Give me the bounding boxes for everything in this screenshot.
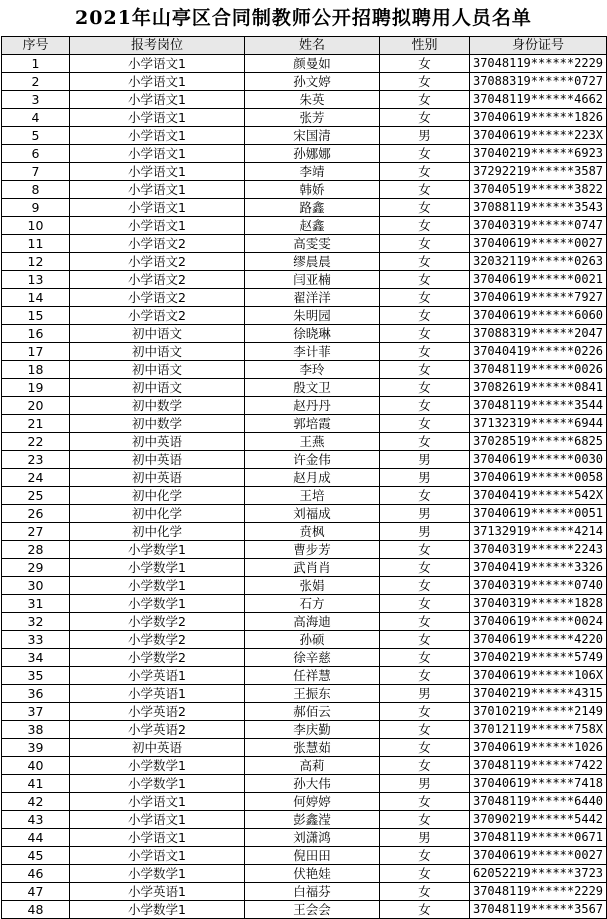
- cell-position: 小学语文1: [70, 163, 245, 181]
- table-row: [2, 613, 607, 631]
- cell-id-number: 37040319******2243: [470, 541, 607, 559]
- cell-name: 李玲: [245, 361, 380, 379]
- cell-name: 贲枫: [245, 523, 380, 541]
- cell-id-number: 37040619******0051: [470, 505, 607, 523]
- cell-name: 张芳: [245, 109, 380, 127]
- cell-index: 30: [2, 577, 70, 595]
- cell-index: 35: [2, 667, 70, 685]
- table-row: [2, 559, 607, 577]
- cell-index: 44: [2, 829, 70, 847]
- cell-position: 初中语文: [70, 361, 245, 379]
- cell-index: 46: [2, 865, 70, 883]
- cell-name: 宋国清: [245, 127, 380, 145]
- cell-name: 翟洋洋: [245, 289, 380, 307]
- table-row: [2, 775, 607, 793]
- cell-index: 13: [2, 271, 70, 289]
- cell-index: 31: [2, 595, 70, 613]
- cell-id-number: 37040619******0058: [470, 469, 607, 487]
- cell-gender: 女: [380, 343, 470, 361]
- cell-id-number: 37040619******0024: [470, 613, 607, 631]
- cell-index: 28: [2, 541, 70, 559]
- cell-name: 赵月成: [245, 469, 380, 487]
- header-index: 序号: [2, 37, 70, 55]
- cell-position: 小学数学1: [70, 541, 245, 559]
- cell-position: 初中语文: [70, 325, 245, 343]
- cell-gender: 女: [380, 739, 470, 757]
- cell-id-number: 37040619******4220: [470, 631, 607, 649]
- cell-id-number: 37048119******4662: [470, 91, 607, 109]
- header-position: 报考岗位: [70, 37, 245, 55]
- table-row: [2, 73, 607, 91]
- cell-position: 小学数学1: [70, 595, 245, 613]
- table-row: [2, 541, 607, 559]
- table-row: [2, 829, 607, 847]
- cell-position: 小学语文2: [70, 271, 245, 289]
- table-row: [2, 865, 607, 883]
- cell-index: 9: [2, 199, 70, 217]
- cell-id-number: 37040619******0021: [470, 271, 607, 289]
- page-title: 2021年山亭区合同制教师公开招聘拟聘用人员名单: [75, 7, 532, 29]
- cell-gender: 女: [380, 883, 470, 901]
- cell-index: 12: [2, 253, 70, 271]
- cell-index: 37: [2, 703, 70, 721]
- cell-id-number: 37088119******3543: [470, 199, 607, 217]
- table-row: [2, 307, 607, 325]
- table-row: [2, 217, 607, 235]
- cell-gender: 女: [380, 307, 470, 325]
- header-id-number: 身份证号: [470, 37, 607, 55]
- cell-position: 小学数学2: [70, 631, 245, 649]
- cell-gender: 女: [380, 793, 470, 811]
- cell-gender: 女: [380, 613, 470, 631]
- cell-name: 缪晨晨: [245, 253, 380, 271]
- cell-index: 22: [2, 433, 70, 451]
- table-row: [2, 199, 607, 217]
- cell-name: 郝佰云: [245, 703, 380, 721]
- cell-id-number: 37088319******2047: [470, 325, 607, 343]
- cell-id-number: 37048119******3567: [470, 901, 607, 919]
- cell-name: 孙大伟: [245, 775, 380, 793]
- cell-index: 23: [2, 451, 70, 469]
- cell-position: 小学语文1: [70, 199, 245, 217]
- cell-name: 朱明园: [245, 307, 380, 325]
- table-row: [2, 811, 607, 829]
- cell-gender: 女: [380, 649, 470, 667]
- cell-index: 20: [2, 397, 70, 415]
- cell-position: 小学语文1: [70, 217, 245, 235]
- cell-gender: 男: [380, 451, 470, 469]
- cell-name: 任祥慧: [245, 667, 380, 685]
- cell-position: 小学语文1: [70, 73, 245, 91]
- table-row: [2, 397, 607, 415]
- table-row: [2, 757, 607, 775]
- cell-id-number: 37040219******5749: [470, 649, 607, 667]
- cell-gender: 男: [380, 775, 470, 793]
- cell-name: 孙文婷: [245, 73, 380, 91]
- cell-gender: 女: [380, 667, 470, 685]
- cell-position: 小学数学1: [70, 577, 245, 595]
- cell-position: 初中语文: [70, 343, 245, 361]
- table-row: [2, 469, 607, 487]
- cell-name: 石方: [245, 595, 380, 613]
- cell-id-number: 37132919******4214: [470, 523, 607, 541]
- cell-id-number: 37082619******0841: [470, 379, 607, 397]
- cell-name: 刘福成: [245, 505, 380, 523]
- cell-id-number: 37012119******758X: [470, 721, 607, 739]
- cell-position: 小学语文1: [70, 829, 245, 847]
- table-row: [2, 55, 607, 73]
- table-row: [2, 343, 607, 361]
- cell-position: 小学英语1: [70, 685, 245, 703]
- cell-index: 48: [2, 901, 70, 919]
- cell-position: 小学语文1: [70, 847, 245, 865]
- table-row: [2, 505, 607, 523]
- cell-id-number: 37048119******7422: [470, 757, 607, 775]
- table-row: [2, 667, 607, 685]
- cell-index: 11: [2, 235, 70, 253]
- table-row: [2, 433, 607, 451]
- cell-index: 21: [2, 415, 70, 433]
- cell-name: 徐晓琳: [245, 325, 380, 343]
- table-row: [2, 253, 607, 271]
- cell-gender: 女: [380, 901, 470, 919]
- cell-name: 许金伟: [245, 451, 380, 469]
- table-row: [2, 325, 607, 343]
- cell-id-number: 37040619******106X: [470, 667, 607, 685]
- table-row: [2, 181, 607, 199]
- cell-gender: 女: [380, 559, 470, 577]
- cell-name: 高莉: [245, 757, 380, 775]
- cell-gender: 女: [380, 163, 470, 181]
- cell-gender: 女: [380, 181, 470, 199]
- cell-position: 小学数学2: [70, 613, 245, 631]
- cell-gender: 女: [380, 253, 470, 271]
- cell-gender: 女: [380, 325, 470, 343]
- cell-id-number: 32032119******0263: [470, 253, 607, 271]
- cell-id-number: 37040419******3326: [470, 559, 607, 577]
- cell-name: 徐辛慈: [245, 649, 380, 667]
- cell-name: 张娟: [245, 577, 380, 595]
- cell-index: 3: [2, 91, 70, 109]
- cell-id-number: 37048119******3544: [470, 397, 607, 415]
- cell-index: 33: [2, 631, 70, 649]
- cell-index: 15: [2, 307, 70, 325]
- cell-name: 李庆勤: [245, 721, 380, 739]
- cell-position: 初中数学: [70, 397, 245, 415]
- cell-gender: 女: [380, 541, 470, 559]
- cell-position: 小学数学1: [70, 901, 245, 919]
- cell-name: 王培: [245, 487, 380, 505]
- cell-id-number: 37292219******3587: [470, 163, 607, 181]
- cell-position: 小学语文1: [70, 145, 245, 163]
- cell-id-number: 37028519******6825: [470, 433, 607, 451]
- cell-index: 19: [2, 379, 70, 397]
- cell-gender: 男: [380, 127, 470, 145]
- cell-gender: 女: [380, 577, 470, 595]
- cell-id-number: 37040419******542X: [470, 487, 607, 505]
- cell-gender: 女: [380, 415, 470, 433]
- cell-name: 殷文卫: [245, 379, 380, 397]
- table-row: [2, 523, 607, 541]
- cell-gender: 女: [380, 865, 470, 883]
- cell-gender: 女: [380, 145, 470, 163]
- cell-position: 小学语文1: [70, 793, 245, 811]
- cell-position: 小学语文1: [70, 127, 245, 145]
- cell-name: 颜曼如: [245, 55, 380, 73]
- cell-id-number: 37048119******0026: [470, 361, 607, 379]
- cell-gender: 女: [380, 199, 470, 217]
- cell-name: 朱英: [245, 91, 380, 109]
- cell-gender: 女: [380, 595, 470, 613]
- table-row: [2, 649, 607, 667]
- cell-name: 倪田田: [245, 847, 380, 865]
- cell-id-number: 37048119******0671: [470, 829, 607, 847]
- table-row: [2, 577, 607, 595]
- cell-position: 初中英语: [70, 739, 245, 757]
- cell-index: 7: [2, 163, 70, 181]
- hiring-list-table: [1, 36, 607, 919]
- cell-id-number: 37048119******2229: [470, 883, 607, 901]
- cell-gender: 女: [380, 811, 470, 829]
- cell-position: 初中语文: [70, 379, 245, 397]
- cell-index: 10: [2, 217, 70, 235]
- cell-gender: 女: [380, 91, 470, 109]
- cell-gender: 女: [380, 379, 470, 397]
- cell-position: 小学语文1: [70, 181, 245, 199]
- cell-index: 2: [2, 73, 70, 91]
- cell-index: 40: [2, 757, 70, 775]
- cell-gender: 女: [380, 847, 470, 865]
- table-row: [2, 883, 607, 901]
- cell-index: 27: [2, 523, 70, 541]
- table-row: [2, 685, 607, 703]
- cell-name: 彭鑫滢: [245, 811, 380, 829]
- cell-id-number: 37048119******2229: [470, 55, 607, 73]
- cell-id-number: 37040319******0740: [470, 577, 607, 595]
- cell-gender: 女: [380, 55, 470, 73]
- cell-gender: 女: [380, 397, 470, 415]
- cell-id-number: 37040319******0747: [470, 217, 607, 235]
- table-row: [2, 415, 607, 433]
- table-row: [2, 451, 607, 469]
- cell-id-number: 37048119******6440: [470, 793, 607, 811]
- cell-gender: 女: [380, 631, 470, 649]
- cell-index: 5: [2, 127, 70, 145]
- table-row: [2, 361, 607, 379]
- cell-name: 高海迪: [245, 613, 380, 631]
- table-row: [2, 127, 607, 145]
- cell-name: 韩娇: [245, 181, 380, 199]
- cell-position: 小学语文1: [70, 109, 245, 127]
- cell-index: 25: [2, 487, 70, 505]
- table-row: [2, 595, 607, 613]
- cell-gender: 男: [380, 469, 470, 487]
- cell-position: 初中数学: [70, 415, 245, 433]
- cell-name: 何婷婷: [245, 793, 380, 811]
- cell-gender: 女: [380, 271, 470, 289]
- cell-gender: 女: [380, 703, 470, 721]
- cell-id-number: 37040419******0226: [470, 343, 607, 361]
- table-row: [2, 109, 607, 127]
- cell-name: 李靖: [245, 163, 380, 181]
- cell-name: 王振东: [245, 685, 380, 703]
- table-row: [2, 91, 607, 109]
- table-row: [2, 721, 607, 739]
- cell-gender: 女: [380, 73, 470, 91]
- cell-id-number: 37040619******1026: [470, 739, 607, 757]
- cell-gender: 男: [380, 523, 470, 541]
- cell-gender: 女: [380, 433, 470, 451]
- cell-id-number: 37132319******6944: [470, 415, 607, 433]
- table-row: [2, 145, 607, 163]
- cell-index: 29: [2, 559, 70, 577]
- cell-name: 孙硕: [245, 631, 380, 649]
- table-row: [2, 703, 607, 721]
- cell-position: 初中英语: [70, 433, 245, 451]
- table-row: [2, 163, 607, 181]
- cell-id-number: 37088319******0727: [470, 73, 607, 91]
- table-row: [2, 487, 607, 505]
- cell-name: 赵鑫: [245, 217, 380, 235]
- cell-name: 赵丹丹: [245, 397, 380, 415]
- table-row: [2, 739, 607, 757]
- cell-gender: 男: [380, 829, 470, 847]
- cell-name: 张慧茹: [245, 739, 380, 757]
- cell-id-number: 37040619******0027: [470, 235, 607, 253]
- cell-position: 小学语文2: [70, 307, 245, 325]
- cell-index: 38: [2, 721, 70, 739]
- cell-name: 路鑫: [245, 199, 380, 217]
- cell-name: 伏艳娃: [245, 865, 380, 883]
- cell-gender: 女: [380, 109, 470, 127]
- cell-id-number: 37040619******7418: [470, 775, 607, 793]
- header-name: 姓名: [245, 37, 380, 55]
- cell-position: 小学语文1: [70, 91, 245, 109]
- cell-id-number: 37040619******6060: [470, 307, 607, 325]
- cell-name: 武肖肖: [245, 559, 380, 577]
- cell-name: 刘潇鸿: [245, 829, 380, 847]
- cell-gender: 男: [380, 685, 470, 703]
- cell-id-number: 37090219******5442: [470, 811, 607, 829]
- cell-index: 17: [2, 343, 70, 361]
- cell-index: 36: [2, 685, 70, 703]
- cell-name: 郭培霞: [245, 415, 380, 433]
- cell-id-number: 37040619******1826: [470, 109, 607, 127]
- cell-id-number: 37040519******3822: [470, 181, 607, 199]
- table-row: [2, 379, 607, 397]
- cell-id-number: 37040619******0027: [470, 847, 607, 865]
- cell-id-number: 37010219******2149: [470, 703, 607, 721]
- cell-index: 42: [2, 793, 70, 811]
- cell-index: 6: [2, 145, 70, 163]
- cell-name: 白福芬: [245, 883, 380, 901]
- cell-gender: 女: [380, 217, 470, 235]
- cell-gender: 男: [380, 505, 470, 523]
- cell-index: 41: [2, 775, 70, 793]
- cell-name: 曹步芳: [245, 541, 380, 559]
- cell-index: 8: [2, 181, 70, 199]
- cell-name: 王燕: [245, 433, 380, 451]
- table-row: [2, 631, 607, 649]
- table-row: [2, 271, 607, 289]
- cell-position: 小学语文2: [70, 289, 245, 307]
- cell-index: 47: [2, 883, 70, 901]
- table-row: [2, 847, 607, 865]
- table-header-row: [2, 37, 607, 55]
- cell-position: 小学语文1: [70, 811, 245, 829]
- cell-position: 小学英语1: [70, 883, 245, 901]
- cell-index: 24: [2, 469, 70, 487]
- cell-id-number: 37040319******1828: [470, 595, 607, 613]
- table-row: [2, 235, 607, 253]
- cell-position: 小学英语2: [70, 721, 245, 739]
- cell-gender: 女: [380, 721, 470, 739]
- cell-index: 1: [2, 55, 70, 73]
- cell-position: 小学数学1: [70, 559, 245, 577]
- cell-name: 孙娜娜: [245, 145, 380, 163]
- cell-position: 初中化学: [70, 487, 245, 505]
- table-row: [2, 793, 607, 811]
- cell-position: 初中英语: [70, 469, 245, 487]
- cell-index: 32: [2, 613, 70, 631]
- cell-id-number: 37040619******7927: [470, 289, 607, 307]
- cell-name: 李计菲: [245, 343, 380, 361]
- cell-position: 小学数学1: [70, 775, 245, 793]
- cell-position: 小学语文2: [70, 253, 245, 271]
- cell-gender: 女: [380, 289, 470, 307]
- cell-position: 小学英语2: [70, 703, 245, 721]
- cell-id-number: 37040219******6923: [470, 145, 607, 163]
- cell-index: 4: [2, 109, 70, 127]
- table-row: [2, 289, 607, 307]
- cell-index: 14: [2, 289, 70, 307]
- cell-index: 16: [2, 325, 70, 343]
- cell-name: 高雯雯: [245, 235, 380, 253]
- cell-gender: 女: [380, 235, 470, 253]
- cell-id-number: 37040619******0030: [470, 451, 607, 469]
- cell-position: 初中化学: [70, 505, 245, 523]
- cell-id-number: 37040219******4315: [470, 685, 607, 703]
- cell-position: 初中英语: [70, 451, 245, 469]
- cell-id-number: 62052219******3723: [470, 865, 607, 883]
- cell-index: 18: [2, 361, 70, 379]
- cell-id-number: 37040619******223X: [470, 127, 607, 145]
- cell-position: 小学语文2: [70, 235, 245, 253]
- cell-gender: 女: [380, 361, 470, 379]
- cell-position: 小学数学1: [70, 865, 245, 883]
- cell-position: 小学数学2: [70, 649, 245, 667]
- cell-index: 26: [2, 505, 70, 523]
- cell-index: 43: [2, 811, 70, 829]
- cell-index: 45: [2, 847, 70, 865]
- cell-gender: 女: [380, 487, 470, 505]
- cell-name: 闫亚楠: [245, 271, 380, 289]
- cell-name: 王会会: [245, 901, 380, 919]
- cell-position: 小学数学1: [70, 757, 245, 775]
- header-gender: 性别: [380, 37, 470, 55]
- cell-position: 小学英语1: [70, 667, 245, 685]
- cell-index: 34: [2, 649, 70, 667]
- cell-position: 小学语文1: [70, 55, 245, 73]
- cell-position: 初中化学: [70, 523, 245, 541]
- cell-gender: 女: [380, 757, 470, 775]
- cell-index: 39: [2, 739, 70, 757]
